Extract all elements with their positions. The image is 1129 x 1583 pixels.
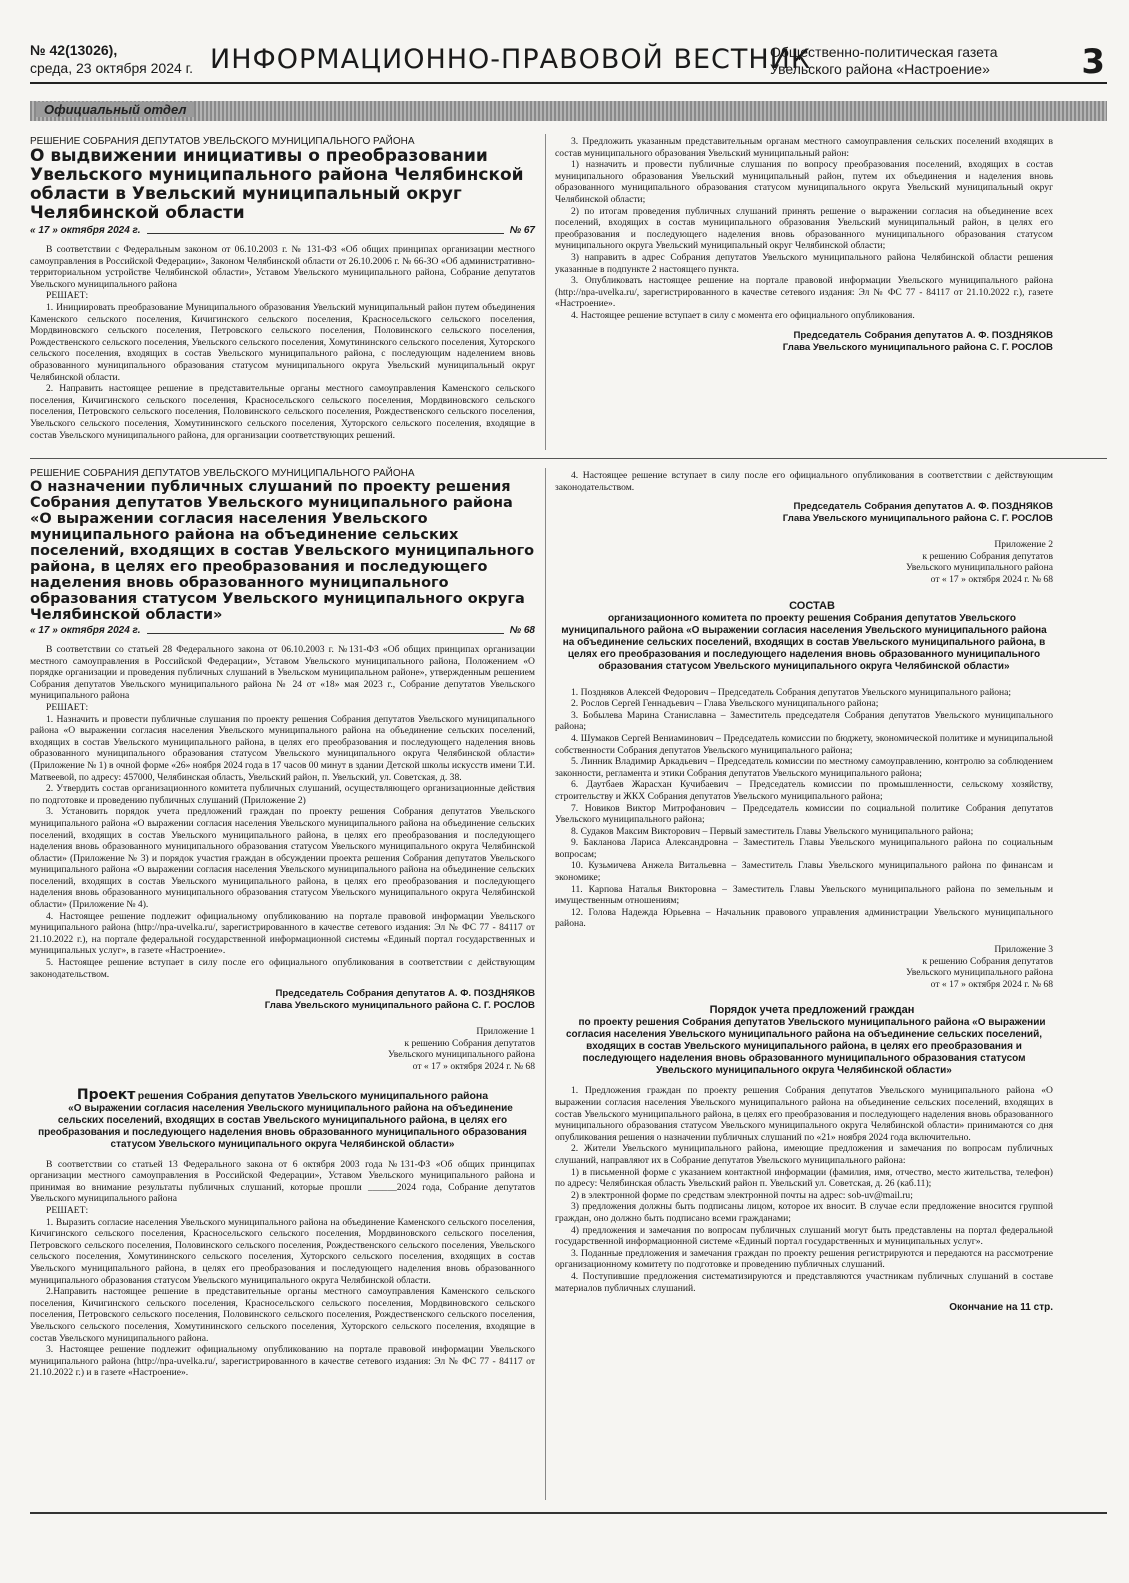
order-p2: 2. Жители Увельского муниципального района, имеющие предложения и замечания по вопросам публичных слушаний, направляют их в Собрание депутатов Увельского муниципального района:	[555, 1143, 1053, 1166]
appendix2-line3: Увельского муниципального района	[906, 562, 1053, 574]
member-item: 11. Карпова Наталья Викторовна – Заместитель Главы Увельского муниципального района по земельным и имущественным отношениям;	[555, 883, 1053, 907]
article2-p1: В соответствии со статьей 28 Федерального закона от 06.10.2003 г. №131-ФЗ «Об общих принципах организации местного самоуправления в Российской Федерации», Уставом Увельского муниципального района, Положением «О порядке организации и проведения публичных слушаний в Увельском муниципальном районе», утвержденным решением Собрания депутатов Увельского муниципального района № 24 от «18» мая 2023 г., Собрание депутатов Увельского муниципального района	[30, 644, 535, 702]
article2-date: « 17 » октября 2024 г.	[30, 625, 141, 636]
article2-right	[555, 470, 1053, 1313]
section-label: Официальный отдел	[36, 102, 194, 117]
article2-resolves: РЕШАЕТ:	[46, 701, 89, 713]
newspaper-title: ИНФОРМАЦИОННО-ПРАВОВОЙ ВЕСТНИК	[210, 44, 812, 75]
article2-sign2: Глава Увельского муниципального района С. Г. РОСЛОВ	[264, 1000, 535, 1012]
order-title: Порядок учета предложений граждан	[709, 1004, 915, 1017]
dateline-rule	[147, 628, 504, 634]
appendix1-line2: к решению Собрания депутатов	[404, 1037, 535, 1049]
rm-p1: 4. Настоящее решение вступает в силу после его официального опубликования в соответствии с действующим законодательством.	[555, 470, 1053, 493]
continued-note: Окончание на 11 стр.	[949, 1302, 1053, 1314]
project-title-word: Проект	[76, 1086, 136, 1103]
project-title	[30, 1087, 535, 1103]
appendix3-line4: от « 17 » октября 2024 г. № 68	[930, 978, 1053, 990]
order-p6: 4) предложения и замечания по вопросам публичных слушаний могут быть представлены на портал федеральной государственной информационной системе «Единый портал государственных и муниципальных услуг».	[555, 1224, 1053, 1248]
member-item: 2. Рослов Сергей Геннадьевич – Глава Увельского муниципального района;	[571, 698, 879, 710]
order-subtitle: по проекту решения Собрания депутатов Увельского муниципального района «О выражении согласия населения Увельского муниципального района на объединение сельских поселений, входящих в состав Увельского муниципального района, в целях его преобразования и последующего наделения вновь образованного муниципального образования статусом Увельского муниципального округа Челябинской области»	[565, 1017, 1046, 1077]
rm-sign2: Глава Увельского муниципального района С. Г. РОСЛОВ	[782, 513, 1053, 525]
article1-p4: 3. Предложить указанным представительным органам местного самоуправления сельских поселений входящих в состав муниципального образования Увельский муниципальный район:	[555, 136, 1053, 159]
project-resolves: РЕШАЕТ:	[46, 1204, 89, 1216]
member-item: 7. Новиков Виктор Митрофанович – Председатель комиссии по социальной политике Собрания депутатов Увельского муниципального района;	[555, 802, 1053, 826]
appendix1-line4: от « 17 » октября 2024 г. № 68	[412, 1061, 535, 1072]
member-item: 5. Линник Владимир Аркадьевич – Председатель комиссии по местному самоуправлению, контролю за соблюдением законности, регламента и этики Собрания депутатов Увельского муниципального района;	[555, 756, 1053, 779]
appendix2-label: Приложение 2	[994, 539, 1053, 551]
article1-right	[555, 136, 1053, 354]
project-subtitle: «О выражении согласия населения Увельского муниципального района на объединение сельских поселений, входящих в состав Увельского муниципального района, в целях его преобразования и последующего наделения вновь образованного муниципального образования статусом Увельского муниципального округа Челябинской области»	[38, 1102, 527, 1150]
order-p5: 3) предложения должны быть подписаны лицом, которое их вносит. В случае если предложение вносится группой граждан, оно должно быть подписано всеми гражданами;	[555, 1201, 1053, 1224]
project-p2: 1. Выразить согласие населения Увельского муниципального района на объединение Каменского сельского поселения, Кичигинского сельского поселения, Красносельского сельского поселения, Мордвиновского сельского поселения, Петровского сельского поселения, Половинского сельского поселения, Рождественского сельского поселения, Увельского сельского поселения, Хомутининского сельского поселения, Хуторского сельского поселения, входящих в состав Увельского муниципального района, в целях его преобразования и последующего наделения вновь образованного муниципального образования статусом Увельского муниципального округа Челябинской области.	[30, 1216, 535, 1286]
appendix1-label: Приложение 1	[476, 1026, 535, 1038]
order-p1: 1. Предложения граждан по проекту решения Собрания депутатов Увельского муниципального района «О выражении согласия населения Увельского муниципального района на объединение сельских поселений, входящих в состав Увельского муниципального района, в целях его преобразования и последующего наделения вновь образованного муниципального образования статусом Увельского муниципального округа Челябинской области» принимаются со дня опубликования решения о назначении публичных слушаний по «21» ноября 2024 года включительно.	[555, 1085, 1053, 1143]
article2-p2: 1. Назначить и провести публичные слушания по проекту решения Собрания депутатов Увельского муниципального района «О выражении согласия населения Увельского муниципального района на объединение сельских поселений, входящих в состав Увельского муниципального района, в целях его преобразования и последующего наделения вновь образованного муниципального образования статусом Увельского муниципального округа Челябинской области» (Приложение № 1) в очной форме «26» ноября 2024 года в 17 часов 00 минут в здании Детской школы искусств имени Т.И. Матвеевой, по адресу: 457000, Челябинская область, Увельский район, п. Увельский, ул. Советская, д. 38.	[30, 713, 535, 783]
column-divider	[545, 468, 546, 1500]
article-divider	[30, 458, 1107, 459]
appendix3-line2: к решению Собрания депутатов	[922, 955, 1053, 967]
article2-left	[30, 468, 535, 1379]
project-p3: 2.Направить настоящее решение в представительные органы местного самоуправления Каменского сельского поселения, Кичигинского сельского поселения, Красносельского сельского поселения, Мордвиновского сельского поселения, Петровского сельского поселения, Половинского сельского поселения, Рождественского сельского поселения, Увельского сельского поселения, Хомутининского сельского поселения, Хуторского сельского поселения, входящие в состав Увельского муниципального района.	[30, 1286, 535, 1344]
article1-p1: В соответствии с Федеральным законом от 06.10.2003 г. № 131-ФЗ «Об общих принципах организации местного самоуправления в Российской Федерации», Законом Челябинской области от 26.10.2006 г. № 66-ЗО «Об административно-территориальном устройстве Челябинской области», Уставом Увельского муниципального района, Собрание депутатов Увельского муниципального района	[30, 244, 535, 290]
member-item: 9. Бакланова Лариса Александровна – Заместитель Главы Увельского муниципального района по социальным вопросам;	[555, 837, 1053, 860]
article1-p6: 2) по итогам проведения публичных слушаний принять решение о выражении согласия на объединение всех поселений, входящих в состав муниципального образования Увельский муниципальный район, в целях его преобразования и последующего наделения вновь образованного муниципального образования статусом муниципального округа Увельский муниципальный округ Челябинской области;	[555, 205, 1053, 252]
member-item: 6. Даутбаев Жарасхан Кучибаевич – Председатель комиссии по промышленности, сельскому хозяйству, строительству и ЖКХ Собрания депутатов Увельского муниципального района;	[555, 779, 1053, 802]
issue-number: № 42(13026),	[30, 42, 118, 58]
article1-sign2: Глава Увельского муниципального района С. Г. РОСЛОВ	[782, 341, 1053, 353]
sostav-subtitle: организационного комитета по проекту решения Собрания депутатов Увельского муниципального района «О выражении согласия населения Увельского муниципального района на объединение сельских поселений, входящих в состав Увельского муниципального района, в целях его преобразования и последующего наделения вновь образованного муниципального образования статусом Увельского муниципального округа Челябинской области»	[561, 612, 1047, 672]
dateline-rule	[147, 228, 504, 234]
appendix2-line2: к решению Собрания депутатов	[922, 550, 1053, 562]
appendix2-line4: от « 17 » октября 2024 г. № 68	[930, 573, 1053, 585]
article1-headline: О выдвижении инициативы о преобразовании Увельского муниципального района Челябинской области в Увельский муниципальный округ Челябинской области	[30, 146, 524, 223]
page-number: 3	[1081, 42, 1105, 82]
newspaper-subtitle: Общественно-политическая газета	[770, 44, 998, 60]
article1-p2: 1. Инициировать преобразование Муниципального образования Увельский муниципальный район путем объединения Каменского сельского поселения, Кичигинского сельского поселения, Красносельского сельского поселения, Мордвиновского сельского поселения, Петровского сельского поселения, Половинского сельского поселения, Рождественского сельского поселения, Увельского сельского поселения, Хомутининского сельского поселения, Хуторского сельского поселения, входящих в состав Увельского муниципального района, с последующим наделением вновь образованного муниципального образования статусом муниципального округа Увельский муниципальный округ Челябинской области.	[30, 301, 535, 383]
order-p8: 4. Поступившие предложения систематизируются и представляются участникам публичных слушаний в составе материалов публичных слушаний.	[555, 1270, 1053, 1294]
project-title-rest: решения Собрания депутатов Увельского муниципального района	[137, 1089, 489, 1102]
article1-left	[30, 136, 535, 441]
sostav-title: СОСТАВ	[789, 599, 835, 612]
article2-p3: 2. Утвердить состав организационного комитета публичных слушаний, осуществляющего организационные действия по подготовке и проведению публичных слушаний (Приложение 2)	[30, 783, 535, 806]
member-item: 3. Бобылева Марина Станиславна – Заместитель председателя Собрания депутатов Увельского муниципального района;	[555, 709, 1053, 733]
member-item: 8. Судаков Максим Викторович – Первый заместитель Главы Увельского муниципального района;	[571, 825, 974, 837]
article1-number: № 67	[509, 225, 535, 236]
article2-dateline	[30, 625, 535, 636]
article1-p8: 3. Опубликовать настоящее решение на портале правовой информации Увельского муниципального района (http://npa-uvelka.ru/, зарегистрированного в качестве сетевого издания: Эл № ФС 77 - 84117 от 21.10.2022 г.), газете «Настроение».	[555, 275, 1053, 310]
masthead	[30, 40, 1107, 84]
article1-kicker: РЕШЕНИЕ СОБРАНИЯ ДЕПУТАТОВ УВЕЛЬСКОГО МУНИЦИПАЛЬНОГО РАЙОНА	[30, 136, 415, 147]
article1-p9: 4. Настоящее решение вступает в силу с момента его официального опубликования.	[571, 309, 915, 321]
article1-p3: 2. Направить настоящее решение в представительные органы местного самоуправления Каменского сельского поселения, Кичигинского сельского поселения, Красносельского сельского поселения, Мордвиновского сельского поселения, Петровского сельского поселения, Половинского сельского поселения, Рождественского сельского поселения, Увельского сельского поселения, Хомутининского сельского поселения, Хуторского сельского поселения, входящие в состав Увельского муниципального района, для организации соответствующих решений.	[30, 383, 535, 441]
rm-sign1: Председатель Собрания депутатов А. Ф. ПОЗДНЯКОВ	[793, 501, 1053, 513]
article1-dateline	[30, 225, 535, 236]
member-item: 1. Поздняков Алексей Федорович – Председатель Собрания депутатов Увельского муниципального района;	[571, 686, 1012, 698]
member-item: 10. Кузьмичева Анжела Витальевна – Заместитель Главы Увельского муниципального района по финансам и экономике;	[555, 860, 1053, 884]
footer-rule	[30, 1512, 1107, 1514]
newspaper-subtitle-2: Увельского района «Настроение»	[770, 61, 990, 77]
column-divider	[545, 134, 546, 450]
article1-p5: 1) назначить и провести публичные слушания по вопросу преобразования поселений, входящих в состав муниципального образования Увельский муниципальный район, путем их объединения и наделения вновь образованного муниципального образования статусом муниципального округа Увельский муниципальный округ Челябинской области;	[555, 159, 1053, 205]
project-p4: 3. Настоящее решение подлежит официальному опубликованию на портале правовой информации Увельского муниципального района (http://npa-uvelka.ru/, зарегистрированного в качестве сетевого издания: Эл № ФС 77 - 84117 от 21.10.2022 г.) и в газете «Настроение».	[30, 1344, 535, 1379]
article2-sign1: Председатель Собрания депутатов А. Ф. ПОЗДНЯКОВ	[275, 988, 535, 1000]
article2-p4: 3. Установить порядок учета предложений граждан по проекту решения Собрания депутатов Увельского муниципального района «О выражении согласия населения Увельского муниципального района на объединение сельских поселений, входящих в состав Увельского муниципального района, в целях его преобразования и последующего наделения вновь образованного муниципального образования статусом Увельского муниципального округа Челябинской области» (Приложение № 3) и порядок участия граждан в обсуждении проекта решения Собрания депутатов Увельского муниципального района «О выражении согласия населения Увельского муниципального района на объединение сельских поселений, входящих в состав Увельского муниципального района, в целях его преобразования и последующего наделения вновь образованного муниципального образования статусом Увельского муниципального округа Челябинской области» (Приложение № 4).	[30, 806, 535, 911]
article1-resolves: РЕШАЕТ:	[46, 290, 89, 302]
article2-p5: 4. Настоящее решение подлежит официальному опубликованию на портале правовой информации Увельского муниципального района (http://npa-uvelka.ru/, зарегистрированного в качестве сетевого издания: Эл № ФС 77 - 84117 от 21.10.2022 г.), на портале федеральной государственной информационной системы «Единый портал государственных и муниципальных услуг», в газете «Настроение».	[30, 910, 535, 957]
member-item: 4. Шумаков Сергей Вениаминович – Председатель комиссии по бюджету, экономической политике и муниципальной собственности Собрания депутатов Увельского муниципального района;	[555, 732, 1053, 756]
article2-p6: 5. Настоящее решение вступает в силу после его официального опубликования в соответствии с действующим законодательством.	[30, 957, 535, 980]
appendix3-label: Приложение 3	[994, 944, 1053, 956]
article1-date: « 17 » октября 2024 г.	[30, 225, 141, 236]
order-p7: 3. Поданные предложения и замечания граждан по проекту решения регистрируются и передаются на рассмотрение организационному комитету по подготовке и проведению публичных слушаний.	[555, 1247, 1053, 1271]
order-p3: 1) в письменной форме с указанием контактной информации (фамилия, имя, отчество, место жительства, телефон) по адресу: Челябинская область Увельский район п. Увельский ул. Советская, д. 26 (каб.11);	[555, 1166, 1053, 1190]
article2-headline: О назначении публичных слушаний по проекту решения Собрания депутатов Увельского муниципального района «О выражении согласия населения Увельского муниципального района на объединение сельских поселений, входящих в состав Увельского муниципального района, в целях его преобразования и последующего наделения вновь образованного муниципального образования статусом Увельского муниципального округа Челябинской области»	[30, 479, 535, 623]
member-item: 12. Голова Надежда Юрьевна – Начальник правового управления администрации Увельского муниципального района.	[555, 906, 1053, 930]
article1-p7: 3) направить в адрес Собрания депутатов Увельского муниципального района Челябинской области решения указанные в подпункте 2 настоящего пункта.	[555, 251, 1053, 275]
appendix3-line3: Увельского муниципального района	[906, 967, 1053, 979]
issue-date: среда, 23 октября 2024 г.	[30, 60, 193, 76]
article2-kicker: РЕШЕНИЕ СОБРАНИЯ ДЕПУТАТОВ УВЕЛЬСКОГО МУНИЦИПАЛЬНОГО РАЙОНА	[30, 468, 415, 479]
project-p1: В соответствии со статьей 13 Федерального закона от 6 октября 2003 года №131-ФЗ «Об общих принципах организации местного самоуправления в Российской Федерации», Уставом Увельского муниципального района и принимая во внимание результаты публичных слушаний, которые прошли ______2024 года, Собрание депутатов Увельского муниципального района	[30, 1158, 535, 1205]
appendix1-line3: Увельского муниципального района	[388, 1049, 535, 1061]
article1-sign1: Председатель Собрания депутатов А. Ф. ПОЗДНЯКОВ	[793, 329, 1053, 341]
order-p4: 2) в электронной форме по средствам электронной почты на адрес: sob-uv@mail.ru;	[571, 1189, 913, 1201]
section-bar	[30, 101, 1107, 121]
article2-number: № 68	[509, 625, 535, 636]
